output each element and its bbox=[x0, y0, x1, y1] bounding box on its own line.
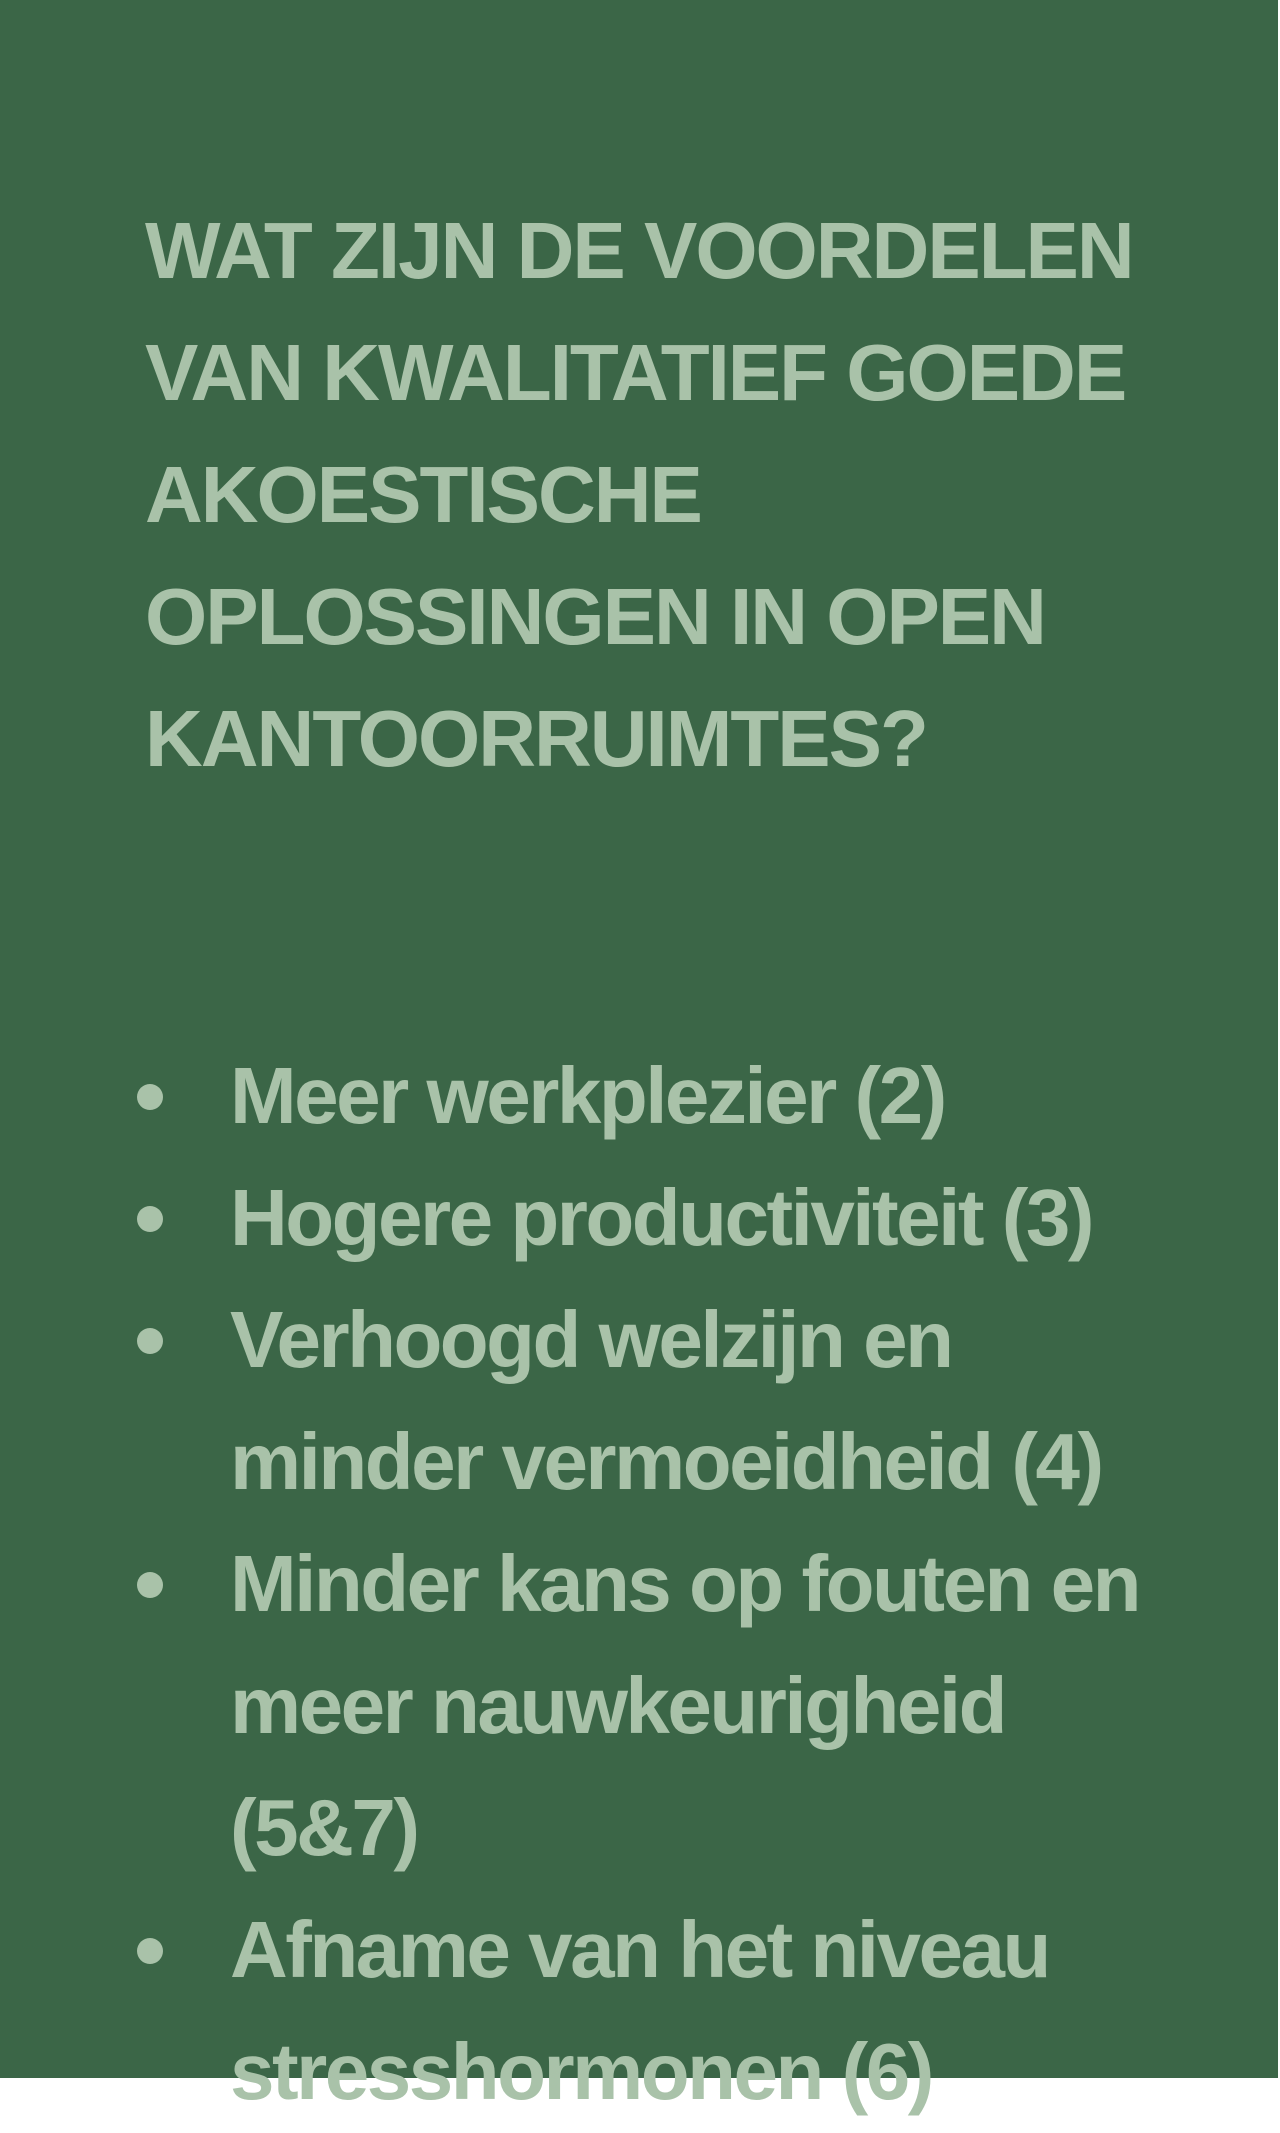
bullet-icon bbox=[137, 1084, 163, 1110]
bullet-icon bbox=[137, 1938, 163, 1964]
list-item bbox=[145, 1157, 1165, 1279]
list-item bbox=[145, 1889, 1165, 2133]
bullet-icon bbox=[137, 1206, 163, 1232]
list-item bbox=[145, 1279, 1165, 1523]
benefits-list bbox=[145, 1035, 1165, 2133]
list-item-text: Hogere productiviteit (3) bbox=[230, 1173, 1093, 1262]
list-item-text: Meer werkplezier (2) bbox=[230, 1051, 945, 1140]
bullet-icon bbox=[137, 1572, 163, 1598]
list-item bbox=[145, 1523, 1165, 1889]
heading: WAT ZIJN DE VOORDELEN VAN KWALITATIEF GOEDE AKOESTISCHE OPLOSSINGEN IN OPEN KANTOORRUIMTES? bbox=[145, 206, 1133, 783]
list-item-text: Afname van het niveau stresshormonen (6) bbox=[230, 1905, 1049, 2116]
list-item-text: Verhoogd welzijn en minder vermoeidheid (4) bbox=[230, 1295, 1102, 1506]
list-item-text: Minder kans op fouten en meer nauwkeurigheid (5&7) bbox=[230, 1539, 1139, 1872]
list-item bbox=[145, 1035, 1165, 1157]
bullet-icon bbox=[137, 1328, 163, 1354]
